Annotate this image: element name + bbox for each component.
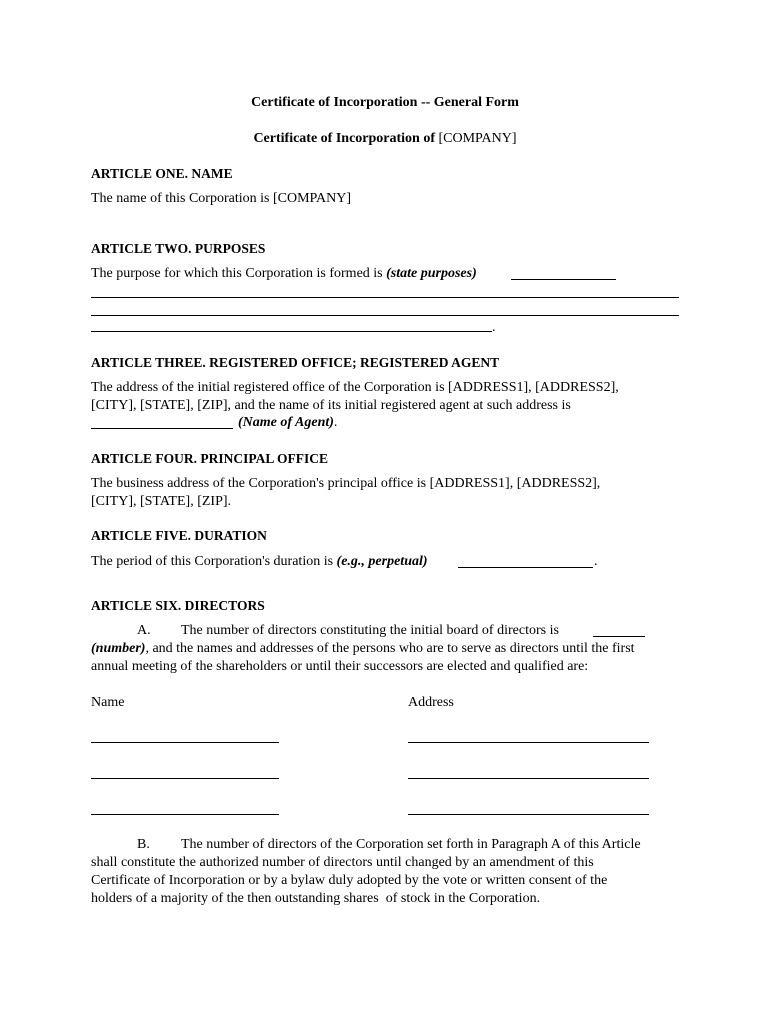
- article-one-text: The name of this Corporation is [COMPANY]: [91, 191, 352, 206]
- article-four-heading: ARTICLE FOUR. PRINCIPAL OFFICE: [91, 451, 329, 466]
- document-subtitle: [0, 130, 770, 148]
- paragraph-a-line-3: annual meeting of the shareholders or until their successors are elected and qualified are:: [91, 659, 589, 674]
- article-six-heading: ARTICLE SIX. DIRECTORS: [91, 598, 265, 613]
- director-name-blank-3[interactable]: [91, 814, 279, 815]
- article-three-period: .: [333, 415, 338, 430]
- directors-number-blank[interactable]: [593, 636, 645, 637]
- article-five-hint: (e.g., perpetual): [336, 554, 428, 569]
- subtitle-company: [COMPANY]: [435, 131, 517, 146]
- article-two-lead: The purpose for which this Corporation is formed is: [91, 266, 387, 281]
- article-five-heading: ARTICLE FIVE. DURATION: [91, 528, 267, 543]
- article-five-text: [91, 553, 428, 571]
- director-address-blank-2[interactable]: [408, 778, 649, 779]
- article-three-line-1: The address of the initial registered office of the Corporation is [ADDRESS1], [ADDRESS2],: [91, 380, 619, 395]
- article-five-period: .: [594, 554, 598, 569]
- article-one-heading: ARTICLE ONE. NAME: [91, 166, 233, 181]
- article-two-period: .: [492, 320, 496, 335]
- director-address-blank-1[interactable]: [408, 742, 649, 743]
- column-header-name: Name: [91, 695, 125, 710]
- paragraph-b-line-2: shall constitute the authorized number of directors until changed by an amendment of this: [91, 855, 594, 870]
- column-header-address: Address: [408, 695, 454, 710]
- director-address-blank-3[interactable]: [408, 814, 649, 815]
- paragraph-a-line-2: , and the names and addresses of the persons who are to serve as directors until the first: [145, 641, 635, 656]
- article-two-hint: (state purposes): [386, 266, 477, 281]
- paragraph-b-line-1: The number of directors of the Corporation set forth in Paragraph A of this Article: [181, 837, 641, 852]
- paragraph-a-label: A.: [137, 623, 151, 638]
- purpose-blank-4[interactable]: [91, 331, 492, 332]
- paragraph-b-label: B.: [137, 837, 150, 852]
- purpose-blank-3[interactable]: [91, 315, 679, 316]
- paragraph-b-line-3: Certificate of Incorporation or by a bylaw duly adopted by the vote or written consent of the: [91, 873, 608, 888]
- paragraph-b-line-4: holders of a majority of the then outstanding shares of stock in the Corporation.: [91, 891, 541, 906]
- purpose-blank-1[interactable]: [511, 279, 616, 280]
- article-two-text: [91, 265, 477, 283]
- article-three-line-2: [CITY], [STATE], [ZIP], and the name of its initial registered agent at such address is: [91, 398, 571, 413]
- agent-name-blank[interactable]: [91, 428, 233, 429]
- subtitle-bold: Certificate of Incorporation of: [253, 131, 435, 146]
- paragraph-a-line-2-wrap: [91, 640, 635, 658]
- article-five-lead: The period of this Corporation's duration is: [91, 554, 337, 569]
- purpose-blank-2[interactable]: [91, 297, 679, 298]
- paragraph-a-hint: (number): [91, 641, 146, 656]
- director-name-blank-2[interactable]: [91, 778, 279, 779]
- article-four-line-1: The business address of the Corporation's principal office is [ADDRESS1], [ADDRESS2],: [91, 476, 601, 491]
- article-three-hint-line: [238, 414, 337, 432]
- article-four-line-2: [CITY], [STATE], [ZIP].: [91, 494, 232, 509]
- document-title: Certificate of Incorporation -- General Form: [251, 95, 519, 110]
- paragraph-a-line-1: The number of directors constituting the initial board of directors is: [181, 623, 559, 638]
- duration-blank[interactable]: [458, 567, 593, 568]
- article-three-heading: ARTICLE THREE. REGISTERED OFFICE; REGISTERED AGENT: [91, 355, 500, 370]
- article-two-heading: ARTICLE TWO. PURPOSES: [91, 241, 266, 256]
- director-name-blank-1[interactable]: [91, 742, 279, 743]
- article-three-hint: (Name of Agent): [238, 415, 334, 430]
